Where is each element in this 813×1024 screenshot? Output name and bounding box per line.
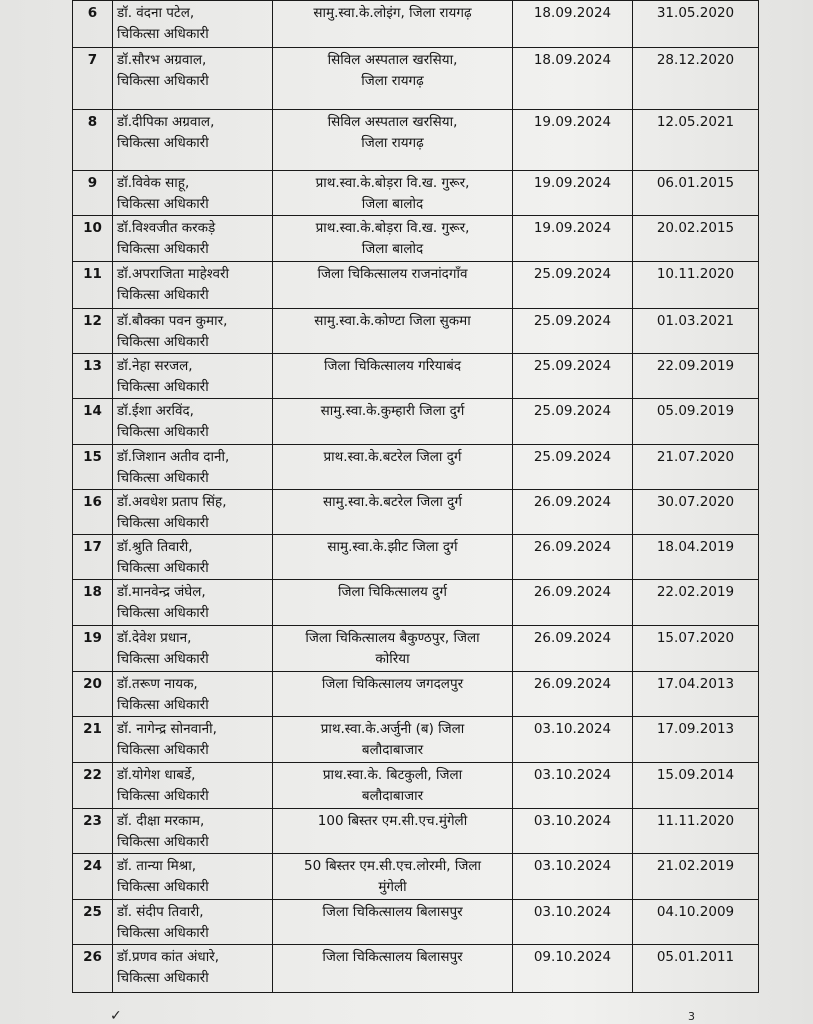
joining-date-cell: 18.09.2024 <box>513 48 633 110</box>
officer-name-cell-line: चिकित्सा अधिकारी <box>117 560 209 576</box>
officer-name-cell-line: डॉ. वंदना पटेल, <box>117 5 195 21</box>
officer-name-cell-line: डॉ.श्रुति तिवारी, <box>117 539 193 555</box>
posting-place-cell-line: 50 बिस्तर एम.सी.एच.लोरमी, जिला <box>304 858 481 874</box>
posting-place-cell <box>273 110 513 171</box>
previous-date-cell: 18.04.2019 <box>633 535 759 580</box>
previous-date-cell: 15.07.2020 <box>633 626 759 672</box>
posting-place-cell-line: जिला चिकित्सालय जगदलपुर <box>321 676 464 692</box>
officer-name-cell-line: चिकित्सा अधिकारी <box>117 379 209 395</box>
officer-name-cell-line: चिकित्सा अधिकारी <box>117 605 209 621</box>
table-row <box>73 945 759 993</box>
posting-place-cell-line: जिला चिकित्सालय बैकुण्ठपुर, जिला <box>305 630 480 646</box>
serial-number-cell: 13 <box>73 354 113 399</box>
posting-place-cell <box>273 580 513 626</box>
officer-name-cell <box>113 48 273 110</box>
officer-name-cell <box>113 262 273 309</box>
officer-name-cell <box>113 110 273 171</box>
serial-number-cell: 17 <box>73 535 113 580</box>
officer-name-cell <box>113 535 273 580</box>
officer-name-cell-line: डॉ.अवधेश प्रताप सिंह, <box>117 494 227 510</box>
officer-name-cell-line: डॉ. नागेन्द्र सोनवानी, <box>117 721 217 737</box>
joining-date-cell: 25.09.2024 <box>513 445 633 490</box>
officer-name-cell-line: चिकित्सा अधिकारी <box>117 334 209 350</box>
serial-number-cell: 9 <box>73 171 113 216</box>
officer-name-cell-line: डॉ.नेहा सरजल, <box>117 358 193 374</box>
officer-name-cell <box>113 216 273 262</box>
serial-number-cell: 14 <box>73 399 113 445</box>
posting-place-cell <box>273 262 513 309</box>
serial-number-cell: 18 <box>73 580 113 626</box>
officer-name-cell-line: डॉ.प्रणव कांत अंधारे, <box>117 949 220 965</box>
table-row <box>73 48 759 110</box>
posting-place-cell-line: जिला चिकित्सालय राजनांदगाँव <box>317 266 468 282</box>
table-row <box>73 399 759 445</box>
joining-date-cell: 18.09.2024 <box>513 1 633 48</box>
posting-place-cell-line: जिला बालोद <box>361 241 424 257</box>
posting-place-cell-line: जिला रायगढ़ <box>361 73 424 89</box>
joining-date-cell: 03.10.2024 <box>513 717 633 763</box>
posting-place-cell-line: जिला चिकित्सालय गरियाबंद <box>324 358 461 374</box>
table-row <box>73 445 759 490</box>
joining-date-cell: 25.09.2024 <box>513 399 633 445</box>
officer-name-cell <box>113 672 273 717</box>
posting-place-cell-line: जिला चिकित्सालय दुर्ग <box>338 584 447 600</box>
officer-name-cell-line: चिकित्सा अधिकारी <box>117 73 209 89</box>
previous-date-cell: 21.02.2019 <box>633 854 759 900</box>
posting-place-cell <box>273 48 513 110</box>
serial-number-cell: 12 <box>73 309 113 354</box>
joining-date-cell: 25.09.2024 <box>513 262 633 309</box>
posting-place-cell-line: सामु.स्वा.के.लोइंग, जिला रायगढ़ <box>313 5 472 21</box>
serial-number-cell: 19 <box>73 626 113 672</box>
officer-name-cell <box>113 626 273 672</box>
officer-name-cell <box>113 900 273 945</box>
previous-date-cell: 28.12.2020 <box>633 48 759 110</box>
posting-place-cell-line: प्राथ.स्वा.के.अर्जुनी (ब) जिला <box>320 721 465 737</box>
joining-date-cell: 26.09.2024 <box>513 490 633 535</box>
posting-place-cell <box>273 945 513 993</box>
officer-name-cell-line: डॉ.मानवेन्द्र जंघेल, <box>117 584 206 600</box>
posting-place-cell <box>273 763 513 809</box>
joining-date-cell: 26.09.2024 <box>513 626 633 672</box>
officer-name-cell-line: डॉ.योगेश धाबर्डे, <box>117 767 196 783</box>
joining-date-cell: 03.10.2024 <box>513 763 633 809</box>
posting-place-cell-line: सामु.स्वा.के.कोण्टा जिला सुकमा <box>314 313 471 329</box>
officer-name-cell-line: चिकित्सा अधिकारी <box>117 834 209 850</box>
previous-date-cell: 01.03.2021 <box>633 309 759 354</box>
officer-name-cell-line: चिकित्सा अधिकारी <box>117 196 209 212</box>
previous-date-cell: 11.11.2020 <box>633 809 759 854</box>
previous-date-cell: 17.09.2013 <box>633 717 759 763</box>
officer-name-cell-line: डॉ.बौक्का पवन कुमार, <box>117 313 228 329</box>
previous-date-cell: 17.04.2013 <box>633 672 759 717</box>
serial-number-cell: 16 <box>73 490 113 535</box>
joining-date-cell: 26.09.2024 <box>513 580 633 626</box>
posting-place-cell-line: सामु.स्वा.के.बटरेल जिला दुर्ग <box>323 494 462 510</box>
posting-place-cell-line: जिला रायगढ़ <box>361 135 424 151</box>
officer-name-cell <box>113 854 273 900</box>
officer-name-cell <box>113 399 273 445</box>
serial-number-cell: 8 <box>73 110 113 171</box>
previous-date-cell: 06.01.2015 <box>633 171 759 216</box>
posting-place-cell <box>273 717 513 763</box>
footer-check-mark: ✓ <box>110 1008 122 1024</box>
joining-date-cell: 25.09.2024 <box>513 309 633 354</box>
table-row <box>73 535 759 580</box>
officer-name-cell-line: चिकित्सा अधिकारी <box>117 788 209 804</box>
officer-name-cell <box>113 490 273 535</box>
officer-name-cell-line: डॉ.तरूण नायक, <box>117 676 198 692</box>
officer-name-cell-line: डॉ.अपराजिता माहेश्वरी <box>117 266 230 282</box>
officer-name-cell-line: चिकित्सा अधिकारी <box>117 879 209 895</box>
table-body <box>73 1 759 993</box>
posting-place-cell <box>273 216 513 262</box>
officer-name-cell-line: डॉ.सौरभ अग्रवाल, <box>117 52 207 68</box>
officer-name-cell <box>113 717 273 763</box>
table-row <box>73 809 759 854</box>
table-row <box>73 490 759 535</box>
joining-date-cell: 26.09.2024 <box>513 535 633 580</box>
serial-number-cell: 15 <box>73 445 113 490</box>
table-row <box>73 763 759 809</box>
previous-date-cell: 12.05.2021 <box>633 110 759 171</box>
table-row <box>73 1 759 48</box>
previous-date-cell: 05.01.2011 <box>633 945 759 993</box>
table-row <box>73 672 759 717</box>
table-row <box>73 171 759 216</box>
previous-date-cell: 30.07.2020 <box>633 490 759 535</box>
officer-name-cell-line: चिकित्सा अधिकारी <box>117 697 209 713</box>
serial-number-cell: 24 <box>73 854 113 900</box>
previous-date-cell: 22.02.2019 <box>633 580 759 626</box>
table-row <box>73 216 759 262</box>
officer-name-cell-line: चिकित्सा अधिकारी <box>117 651 209 667</box>
officer-name-cell-line: डॉ.दीपिका अग्रवाल, <box>117 114 215 130</box>
joining-date-cell: 09.10.2024 <box>513 945 633 993</box>
officer-name-cell-line: चिकित्सा अधिकारी <box>117 925 209 941</box>
officer-name-cell-line: चिकित्सा अधिकारी <box>117 26 209 42</box>
posting-place-cell <box>273 809 513 854</box>
officer-name-cell-line: डॉ.विवेक साहू, <box>117 175 190 191</box>
posting-place-cell <box>273 171 513 216</box>
serial-number-cell: 7 <box>73 48 113 110</box>
joining-date-cell: 19.09.2024 <box>513 216 633 262</box>
previous-date-cell: 10.11.2020 <box>633 262 759 309</box>
previous-date-cell: 21.07.2020 <box>633 445 759 490</box>
officer-name-cell <box>113 945 273 993</box>
officer-name-cell-line: चिकित्सा अधिकारी <box>117 135 209 151</box>
officer-name-cell <box>113 309 273 354</box>
serial-number-cell: 22 <box>73 763 113 809</box>
table-row <box>73 309 759 354</box>
posting-place-cell-line: मुंगेली <box>378 879 407 895</box>
posting-place-cell-line: प्राथ.स्वा.के.बोड़रा वि.ख. गुरूर, <box>315 175 470 191</box>
posting-place-cell-line: सामु.स्वा.के.कुम्हारी जिला दुर्ग <box>320 403 465 419</box>
posting-place-cell <box>273 535 513 580</box>
serial-number-cell: 10 <box>73 216 113 262</box>
posting-place-cell-line: बलौदाबाजार <box>361 742 424 758</box>
previous-date-cell: 20.02.2015 <box>633 216 759 262</box>
officer-name-cell <box>113 354 273 399</box>
posting-place-cell <box>273 626 513 672</box>
joining-date-cell: 19.09.2024 <box>513 110 633 171</box>
officer-name-cell-line: डॉ. दीक्षा मरकाम, <box>117 813 205 829</box>
officer-name-cell-line: चिकित्सा अधिकारी <box>117 287 209 303</box>
officer-name-cell-line: चिकित्सा अधिकारी <box>117 241 209 257</box>
serial-number-cell: 25 <box>73 900 113 945</box>
joining-date-cell: 03.10.2024 <box>513 900 633 945</box>
table-row <box>73 580 759 626</box>
posting-place-cell-line: प्राथ.स्वा.के.बोड़रा वि.ख. गुरूर, <box>315 220 470 236</box>
officer-name-cell <box>113 763 273 809</box>
officer-name-cell-line: डॉ.देवेश प्रधान, <box>117 630 192 646</box>
table-row <box>73 354 759 399</box>
officer-name-cell <box>113 809 273 854</box>
posting-place-cell <box>273 672 513 717</box>
officer-name-cell-line: चिकित्सा अधिकारी <box>117 970 209 986</box>
posting-place-cell-line: प्राथ.स्वा.के.बटरेल जिला दुर्ग <box>323 449 462 465</box>
serial-number-cell: 21 <box>73 717 113 763</box>
officer-name-cell-line: चिकित्सा अधिकारी <box>117 424 209 440</box>
posting-place-cell-line: कोरिया <box>375 651 410 667</box>
previous-date-cell: 31.05.2020 <box>633 1 759 48</box>
officer-name-cell-line: डॉ.ईशा अरविंद, <box>117 403 194 419</box>
page-number: 3 <box>688 1010 695 1023</box>
table-row <box>73 854 759 900</box>
joining-date-cell: 03.10.2024 <box>513 854 633 900</box>
serial-number-cell: 6 <box>73 1 113 48</box>
officer-name-cell <box>113 445 273 490</box>
previous-date-cell: 22.09.2019 <box>633 354 759 399</box>
previous-date-cell: 15.09.2014 <box>633 763 759 809</box>
officer-name-cell <box>113 1 273 48</box>
table-row <box>73 900 759 945</box>
posting-place-cell-line: प्राथ.स्वा.के. बिटकुली, जिला <box>322 767 463 783</box>
posting-place-cell <box>273 490 513 535</box>
officer-name-cell-line: डॉ. संदीप तिवारी, <box>117 904 204 920</box>
previous-date-cell: 05.09.2019 <box>633 399 759 445</box>
posting-place-cell <box>273 1 513 48</box>
officer-name-cell-line: चिकित्सा अधिकारी <box>117 470 209 486</box>
table-row <box>73 262 759 309</box>
joining-date-cell: 25.09.2024 <box>513 354 633 399</box>
table-row <box>73 626 759 672</box>
posting-place-cell <box>273 445 513 490</box>
officer-name-cell-line: चिकित्सा अधिकारी <box>117 515 209 531</box>
posting-place-cell <box>273 900 513 945</box>
posting-place-cell <box>273 354 513 399</box>
joining-date-cell: 26.09.2024 <box>513 672 633 717</box>
officer-name-cell-line: डॉ.विश्वजीत करकड़े <box>117 220 216 236</box>
posting-place-cell <box>273 854 513 900</box>
posting-place-cell-line: जिला चिकित्सालय बिलासपुर <box>322 904 463 920</box>
serial-number-cell: 23 <box>73 809 113 854</box>
officer-name-cell <box>113 171 273 216</box>
posting-place-cell-line: जिला चिकित्सालय बिलासपुर <box>322 949 463 965</box>
table-row <box>73 110 759 171</box>
officer-name-cell-line: डॉ.जिशान अतीव दानी, <box>117 449 230 465</box>
posting-place-cell <box>273 399 513 445</box>
table-row <box>73 717 759 763</box>
serial-number-cell: 26 <box>73 945 113 993</box>
serial-number-cell: 11 <box>73 262 113 309</box>
posting-place-cell-line: सामु.स्वा.के.झीट जिला दुर्ग <box>327 539 458 555</box>
serial-number-cell: 20 <box>73 672 113 717</box>
posting-place-cell-line: 100 बिस्तर एम.सी.एच.मुंगेली <box>317 813 468 829</box>
posting-place-cell <box>273 309 513 354</box>
joining-date-cell: 03.10.2024 <box>513 809 633 854</box>
posting-place-cell-line: बलौदाबाजार <box>361 788 424 804</box>
officer-name-cell <box>113 580 273 626</box>
posting-place-cell-line: सिविल अस्पताल खरसिया, <box>327 52 458 68</box>
previous-date-cell: 04.10.2009 <box>633 900 759 945</box>
officer-name-cell-line: चिकित्सा अधिकारी <box>117 742 209 758</box>
joining-date-cell: 19.09.2024 <box>513 171 633 216</box>
officer-table <box>72 0 759 993</box>
posting-place-cell-line: जिला बालोद <box>361 196 424 212</box>
posting-place-cell-line: सिविल अस्पताल खरसिया, <box>327 114 458 130</box>
officer-name-cell-line: डॉ. तान्या मिश्रा, <box>117 858 197 874</box>
